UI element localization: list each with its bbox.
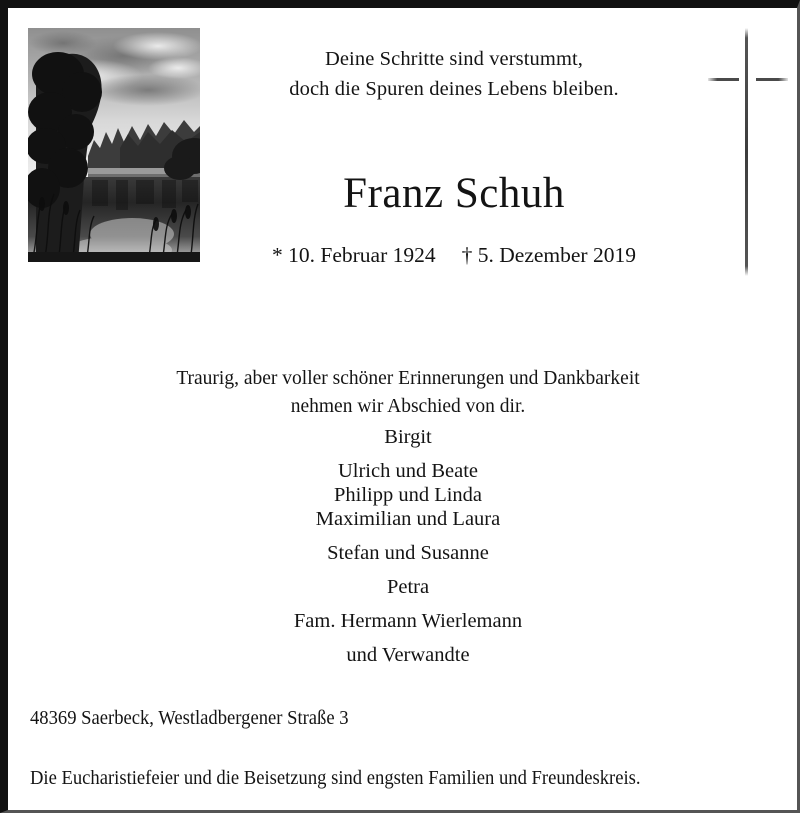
cross-horizontal-bar-right xyxy=(756,78,788,81)
ceremony-note: Die Eucharistiefeier und die Beisetzung sind engsten Familien und Freundeskreis. xyxy=(30,767,641,789)
epitaph-verse xyxy=(208,44,700,104)
mourner-item: Ulrich und Beate xyxy=(337,460,479,482)
mourner-item: Petra xyxy=(386,576,430,598)
mourner-item: Philipp und Linda xyxy=(333,484,483,506)
mourner-item: Fam. Hermann Wierlemann xyxy=(293,610,523,632)
cross-horizontal-bar-left xyxy=(708,78,739,81)
farewell-line-2: nehmen wir Abschied von dir. xyxy=(290,396,526,417)
mourner-item: und Verwandte xyxy=(346,644,470,666)
epitaph-line-1: Deine Schritte sind verstummt, xyxy=(324,48,584,70)
card-inner xyxy=(8,8,797,810)
cross-vertical-bar xyxy=(745,28,748,276)
mourner-item: Stefan und Susanne xyxy=(327,542,489,564)
life-dates xyxy=(208,240,700,270)
christian-cross-icon xyxy=(708,28,788,276)
farewell-message xyxy=(38,365,778,421)
mourners-list xyxy=(38,425,778,667)
death-date: † 5. Dezember 2019 xyxy=(461,243,636,267)
epitaph-line-2: doch die Spuren deines Lebens bleiben. xyxy=(289,78,619,100)
landscape-photo-graphic xyxy=(28,28,200,262)
deceased-name: Franz Schuh xyxy=(343,170,565,217)
address-line: 48369 Saerbeck, Westladbergener Straße 3 xyxy=(30,707,349,729)
birth-date: * 10. Februar 1924 xyxy=(272,243,436,267)
mourner-item: Birgit xyxy=(384,426,432,448)
portrait-photo xyxy=(28,28,200,262)
mourner-item: Maximilian und Laura xyxy=(315,508,501,530)
farewell-line-1: Traurig, aber voller schöner Erinnerungen und Dankbarkeit xyxy=(176,368,640,389)
